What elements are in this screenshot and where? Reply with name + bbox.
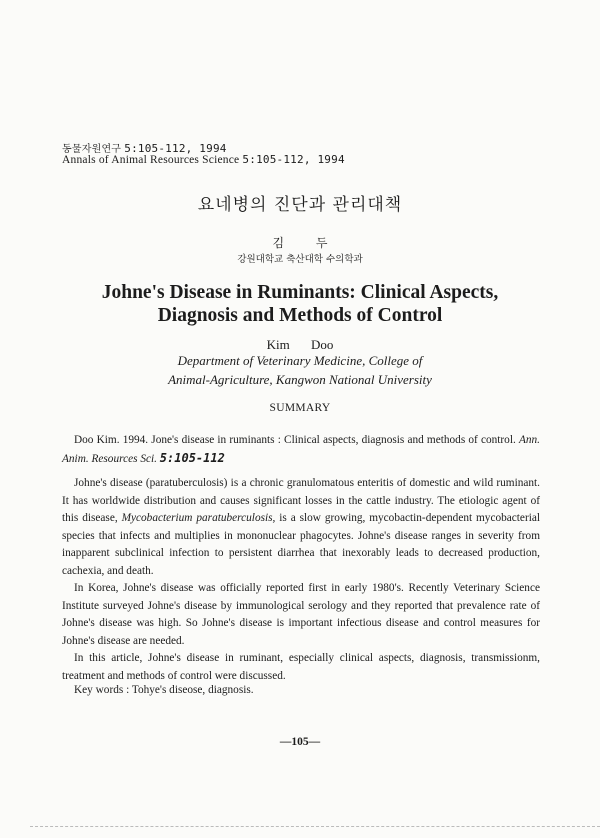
journal-name-english: Annals of Animal Resources Science [62,154,240,166]
title-english-line2: Diagnosis and Methods of Control [157,305,443,326]
affiliation-english-line1: Department of Veterinary Medicine, College of [177,353,423,368]
journal-name-korean: 동물자원연구 [62,144,122,155]
keywords: Key words : Tohye's diseose, diagnosis. [74,684,254,696]
citation-journal: Ann. Anim. Resources Sci. [62,434,541,465]
scan-edge-divider [30,826,600,828]
author-korean: 김 두 [272,236,328,250]
title-english-line1: Johne's Disease in Ruminants: Clinical Aspects, [101,282,499,303]
citation-pages: 5:105-112 [159,450,225,465]
summary-paragraph-1 [62,475,540,580]
affiliation-english-line2: Animal-Agriculture, Kangwon National University [168,372,432,387]
title-english [0,281,600,327]
journal-ref-english: 5:105-112, 1994 [242,153,345,166]
page-number: —105— [279,736,321,748]
paragraph-1-text-b: is a slow growing, mycobactin-dependent mycobacterial species that infects and multiplies in mononuclear phagocytes. Johne's disease ranges in severity from inapparent subclinical infection to persistent diarrhea that inexorably leads to decreased production, cachexia, and death. [62,512,541,577]
organism-name: Mycobacterium paratuberculosis, [121,512,276,524]
citation-paragraph [62,432,540,468]
title-korean: 요네병의 진단과 관리대책 [197,195,403,215]
affiliation-english [0,351,600,389]
affiliation-korean: 강원대학교 축산대학 수의학과 [237,254,363,265]
summary-body [62,475,540,685]
journal-header-english [62,153,345,166]
author-english: Kim Doo [266,337,334,352]
section-heading-summary: SUMMARY [269,402,331,414]
paragraph-1-text-a: Johne's disease (paratuberculosis) is a chronic granulomatous enteritis of domestic and wild ruminant. It has worldwide distribution and causes significant losses in the cattle industry. The etiologic agent of this disease, [62,477,540,524]
summary-paragraph-3: In this article, Johne's disease in ruminant, especially clinical aspects, diagnosis, transmissionm, treatment and methods of control were discussed. [62,652,540,682]
journal-ref-korean: 5:105-112, 1994 [124,142,227,155]
citation-text: Doo Kim. 1994. Jone's disease in ruminants : Clinical aspects, diagnosis and methods of control. [74,434,516,446]
summary-paragraph-2: In Korea, Johne's disease was officially reported first in early 1980's. Recently Veterinary Science Institute surveyed Johne's disease by immunological serology and they reported that prevalence rate of Johne's disease was high. So Johne's disease is important infectious disease and control measures for Johne's disease are needed. [62,582,540,647]
